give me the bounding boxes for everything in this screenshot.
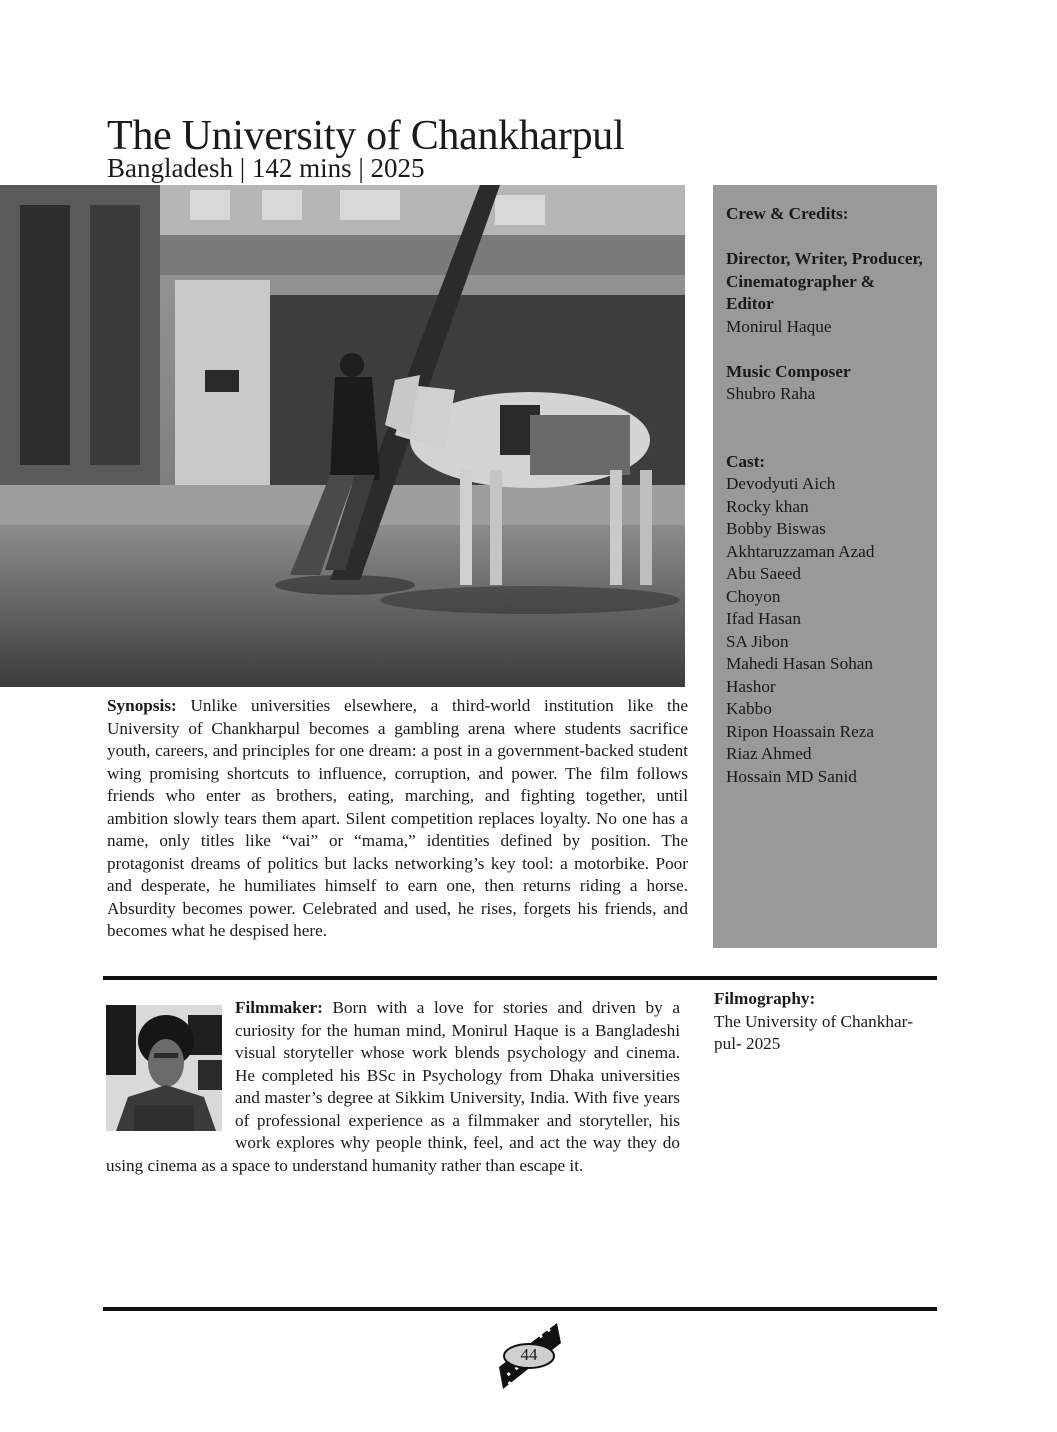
cast-member: Akhtaruzzaman Azad (726, 541, 875, 561)
cast-member: Ripon Hoassain Reza (726, 721, 874, 741)
cast-member: Bobby Biswas (726, 519, 826, 538)
cast-member: Hashor (726, 676, 776, 696)
cast-member: Riaz Ahmed (726, 744, 812, 763)
film-still-image (0, 185, 685, 687)
cast-member: Abu Saeed (726, 564, 801, 583)
synopsis-text: Unlike universities elsewhere, a third-world institution like the University of Chankharpul becomes a gambling arena where students sacrifice youth, careers, and principles for one dream: a post in a government-backed student wing promising shortcuts to influence, corruption, and power. The film follows friends who enter as brothers, eating, marching, and fighting together, until ambition slowly tears them apart. Silent competition replaces loyalty. No one has a name, only titles like “vai” or “mama,” identities defined by position. The protagonist dreams of politics but lacks networking’s key tool: a motorbike. Poor and desperate, he humiliates himself to earn one, then returns riding a horse. Absurdity becomes power. Celebrated and used, he rises, forgets his friends, and becomes what he despised here. (107, 696, 688, 940)
page-number: 44 (520, 1345, 538, 1364)
filmmaker-bio (106, 997, 680, 1177)
filmmaker-portrait (106, 1005, 222, 1131)
cast-member: Kabbo (726, 699, 772, 718)
cast-heading: Cast: (726, 451, 766, 471)
film-title: The University of Chankharpul (107, 113, 625, 159)
director-role-label: Director, Writer, Producer, Cinematographer & Editor (726, 249, 923, 313)
music-composer-name: Shubro Raha (726, 384, 816, 403)
filmography-heading: Filmography: (714, 989, 816, 1008)
filmmaker-label: Filmmaker: (235, 998, 323, 1017)
film-subtitle: Bangladesh | 142 mins | 2025 (107, 153, 425, 183)
credits-heading: Crew & Credits: (726, 204, 849, 223)
cast-member: Hossain MD Sanid (726, 766, 857, 786)
section-divider (103, 976, 937, 980)
cast-member: Devodyuti Aich (726, 474, 836, 493)
credits-panel (713, 185, 937, 948)
filmmaker-text: Born with a love for stories and driven by a curiosity for the human mind, Monirul Haque is a Bangladeshi visual storyteller whose work blends psychology and cinema. He completed his BSc in Psychology from Dhaka universities and master’s degree at Sikkim University, India. With five years of professional experience as a filmmaker and storyteller, his work explores why people think, feel, and act the way they do using cinema as a space to understand humanity rather than escape it. (106, 998, 680, 1175)
footer-divider (103, 1307, 937, 1311)
synopsis (107, 695, 688, 943)
cast-member: Mahedi Hasan Sohan (726, 654, 874, 673)
filmography-entry: The University of Chankharpul- 2025 (714, 1011, 914, 1053)
music-role-label: Music Composer (726, 361, 851, 381)
director-name: Monirul Haque (726, 316, 832, 336)
cast-member: SA Jibon (726, 631, 789, 651)
synopsis-label: Synopsis: (107, 696, 177, 715)
cast-member: Ifad Hasan (726, 609, 801, 628)
cast-member: Choyon (726, 586, 781, 606)
cast-member: Rocky khan (726, 496, 809, 516)
filmography (714, 988, 934, 1056)
